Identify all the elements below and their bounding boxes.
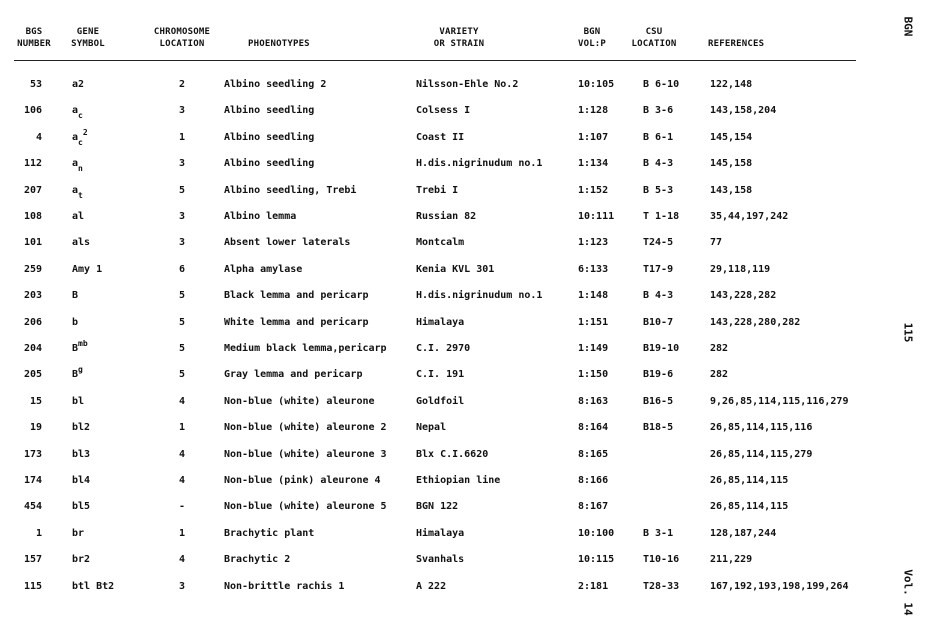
header-gene-symbol xyxy=(66,26,110,50)
references: 26,85,114,115,116 xyxy=(710,422,813,434)
bgn-volume-page: 1:149 xyxy=(578,343,609,354)
phenotype: White lemma and pericarp xyxy=(224,316,369,328)
references: 122,148 xyxy=(710,79,753,90)
table-row xyxy=(0,365,880,394)
gene-symbol xyxy=(72,339,88,356)
phenotype: Albino seedling xyxy=(224,158,315,170)
gene-symbol xyxy=(72,580,114,594)
chromosome-location: - xyxy=(178,501,186,513)
chromosome-location: 5 xyxy=(178,343,186,354)
chromosome-location: 1 xyxy=(178,131,186,143)
phenotype: Black lemma and pericarp xyxy=(224,290,369,302)
header-chromosome-line2: LOCATION xyxy=(159,39,205,49)
bgs-number: 203 xyxy=(23,290,42,302)
csu-location: B 4-3 xyxy=(643,158,674,170)
csu-location: B19-6 xyxy=(643,369,674,381)
table-row xyxy=(0,78,880,104)
header-bgn-line1: BGN xyxy=(583,27,601,37)
bgs-number: 205 xyxy=(23,369,42,381)
phenotype: Medium black lemma,pericarp xyxy=(224,343,387,354)
chromosome-location: 4 xyxy=(178,475,186,486)
references: 143,228,280,282 xyxy=(710,316,801,328)
header-bgn-volp xyxy=(572,26,612,50)
page-number: 115 xyxy=(901,322,915,343)
references: 128,187,244 xyxy=(710,527,777,539)
variety-strain: H.dis.nigrinudum no.1 xyxy=(416,290,543,302)
bgn-volume-page: 2:181 xyxy=(578,580,609,592)
csu-location: B 6-1 xyxy=(643,131,674,143)
gene-symbol xyxy=(72,553,90,567)
csu-location: B 5-3 xyxy=(643,184,674,196)
gene-symbol-base: b xyxy=(72,316,79,328)
header-bgs-number xyxy=(14,26,54,50)
variety-strain: BGN 122 xyxy=(416,501,459,513)
gene-symbol-base: B xyxy=(72,290,79,302)
variety-strain: Himalaya xyxy=(416,527,465,539)
variety-strain: C.I. 191 xyxy=(416,369,465,381)
gene-symbol-subscript: t xyxy=(78,190,83,200)
gene-symbol-superscript: mb xyxy=(78,339,88,348)
gene-symbol-base: al xyxy=(72,211,85,222)
bgn-volume-page: 8:166 xyxy=(578,475,609,486)
bgn-volume-page: 8:163 xyxy=(578,395,609,407)
gene-symbol-base: a xyxy=(72,158,79,170)
references: 143,158,204 xyxy=(710,105,777,117)
variety-strain: Blx C.I.6620 xyxy=(416,448,489,460)
phenotype: Non-brittle rachis 1 xyxy=(224,580,345,592)
csu-location: B 3-1 xyxy=(643,527,674,539)
chromosome-location: 5 xyxy=(178,316,186,328)
phenotype: Albino seedling xyxy=(224,105,315,117)
gene-symbol xyxy=(72,104,83,121)
table-row xyxy=(0,474,880,500)
references: 77 xyxy=(710,237,723,249)
phenotype: Non-blue (white) aleurone 3 xyxy=(224,448,387,460)
phenotype: Non-blue (white) aleurone 5 xyxy=(224,501,387,513)
table-row xyxy=(0,500,880,526)
phenotype: Brachytic plant xyxy=(224,527,315,539)
bgn-volume-page: 1:134 xyxy=(578,158,609,170)
csu-location: T17-9 xyxy=(643,263,674,275)
chromosome-location: 6 xyxy=(178,263,186,275)
references: 282 xyxy=(710,369,729,381)
table-row xyxy=(0,104,880,130)
bgs-number: 157 xyxy=(23,554,42,566)
volume-label: Vol. 14 xyxy=(901,569,915,616)
gene-symbol-base: a2 xyxy=(72,79,85,90)
bgs-number: 101 xyxy=(23,237,42,249)
header-chromosome-location xyxy=(146,26,218,50)
gene-symbol xyxy=(72,184,83,198)
table-row xyxy=(0,339,880,368)
gene-symbol xyxy=(72,448,90,462)
bgs-number: 4 xyxy=(35,131,42,143)
header-chromosome-line1: CHROMOSOME xyxy=(153,27,211,37)
gene-symbol xyxy=(72,289,78,303)
gene-symbol-subscript: c xyxy=(78,137,83,147)
bgs-number: 15 xyxy=(29,395,42,407)
gene-symbol xyxy=(72,365,83,382)
variety-strain: Nilsson-Ehle No.2 xyxy=(416,79,519,90)
variety-strain: Ethiopian line xyxy=(416,475,501,486)
variety-strain: Russian 82 xyxy=(416,211,477,222)
table-row xyxy=(0,580,880,606)
gene-symbol-subscript: c xyxy=(78,111,83,121)
phenotype: Alpha amylase xyxy=(224,263,303,275)
gene-symbol-base: bl2 xyxy=(72,422,91,434)
table-row xyxy=(0,316,880,342)
header-rule xyxy=(14,60,856,61)
table-row xyxy=(0,448,880,474)
references: 9,26,85,114,115,116,279 xyxy=(710,395,849,407)
table-row xyxy=(0,289,880,315)
phenotype: Non-blue (white) aleurone 2 xyxy=(224,422,387,434)
chromosome-location: 5 xyxy=(178,290,186,302)
phenotype: Brachytic 2 xyxy=(224,554,291,566)
gene-symbol-base: bl5 xyxy=(72,501,91,513)
header-phenotypes-text: PHOENOTYPES xyxy=(248,39,310,49)
chromosome-location: 3 xyxy=(178,211,186,222)
table-row xyxy=(0,236,880,262)
gene-symbol-base: a xyxy=(72,105,79,117)
phenotype: Absent lower laterals xyxy=(224,237,351,249)
phenotype: Albino lemma xyxy=(224,211,297,222)
phenotype: Albino seedling 2 xyxy=(224,79,327,90)
bgs-number: 454 xyxy=(23,501,42,513)
header-gene-line2: SYMBOL xyxy=(71,39,105,49)
gene-symbol xyxy=(72,527,84,541)
chromosome-location: 3 xyxy=(178,158,186,170)
table-row xyxy=(0,184,880,210)
gene-symbol xyxy=(72,263,102,277)
variety-strain: Colsess I xyxy=(416,105,471,117)
csu-location: B19-10 xyxy=(643,343,680,354)
bgs-number: 207 xyxy=(23,184,42,196)
header-csu-location xyxy=(626,26,682,50)
bgs-number: 106 xyxy=(23,105,42,117)
variety-strain: Nepal xyxy=(416,422,447,434)
chromosome-location: 4 xyxy=(178,554,186,566)
references: 143,228,282 xyxy=(710,290,777,302)
gene-symbol-superscript: 2 xyxy=(82,127,88,137)
bgn-volume-page: 1:123 xyxy=(578,237,609,249)
variety-strain: Montcalm xyxy=(416,237,465,249)
phenotype: Albino seedling, Trebi xyxy=(224,184,357,196)
header-references xyxy=(708,38,764,50)
bgs-number: 259 xyxy=(23,263,42,275)
references: 145,158 xyxy=(710,158,753,170)
table-row xyxy=(0,157,880,183)
bgn-volume-page: 1:107 xyxy=(578,131,609,143)
bgs-number: 174 xyxy=(23,475,42,486)
gene-symbol xyxy=(72,316,78,330)
gene-symbol-base: a xyxy=(72,184,79,196)
chromosome-location: 5 xyxy=(178,184,186,196)
chromosome-location: 4 xyxy=(178,395,186,407)
bgs-number: 112 xyxy=(23,158,42,170)
variety-strain: C.I. 2970 xyxy=(416,343,471,354)
bgs-number: 1 xyxy=(35,527,42,539)
references: 282 xyxy=(710,343,729,354)
header-variety-line2: OR STRAIN xyxy=(433,39,485,49)
references: 145,154 xyxy=(710,131,753,143)
bgn-volume-page: 10:100 xyxy=(578,527,615,539)
chromosome-location: 2 xyxy=(178,79,186,90)
gene-symbol-base: Amy 1 xyxy=(72,263,103,275)
gene-symbol-base: bl3 xyxy=(72,448,91,460)
references: 26,85,114,115,279 xyxy=(710,448,813,460)
header-variety-strain xyxy=(424,26,494,50)
bgs-number: 204 xyxy=(23,343,42,354)
gene-symbol xyxy=(72,157,83,174)
bgs-number: 19 xyxy=(29,422,42,434)
gene-symbol xyxy=(72,236,90,250)
gene-symbol-base: bl4 xyxy=(72,475,91,486)
csu-location: T 1-18 xyxy=(643,211,680,222)
references: 143,158 xyxy=(710,184,753,196)
bgn-volume-page: 8:164 xyxy=(578,422,609,434)
gene-symbol-base: B xyxy=(72,369,79,381)
references: 167,192,193,198,199,264 xyxy=(710,580,849,592)
variety-strain: H.dis.nigrinudum no.1 xyxy=(416,158,543,170)
bgs-number: 115 xyxy=(23,580,42,592)
csu-location: B18-5 xyxy=(643,422,674,434)
gene-symbol xyxy=(72,421,90,435)
bgn-volume-page: 10:115 xyxy=(578,554,615,566)
table-row xyxy=(0,127,880,157)
bgn-volume-page: 10:105 xyxy=(578,79,615,90)
bgn-volume-page: 8:167 xyxy=(578,501,609,513)
header-bgs-line2: NUMBER xyxy=(17,39,51,49)
bgn-volume-page: 1:151 xyxy=(578,316,609,328)
csu-location: B10-7 xyxy=(643,316,674,328)
table-row xyxy=(0,210,880,236)
header-csu-line1: CSU xyxy=(645,27,663,37)
variety-strain: Himalaya xyxy=(416,316,465,328)
table-row xyxy=(0,553,880,579)
variety-strain: Svanhals xyxy=(416,554,465,566)
bgn-volume-page: 1:128 xyxy=(578,105,609,117)
journal-label: BGN xyxy=(901,16,915,37)
variety-strain: Kenia KVL 301 xyxy=(416,263,495,275)
bgn-volume-page: 1:152 xyxy=(578,184,609,196)
header-bgn-line2: VOL:P xyxy=(577,39,607,49)
bgn-volume-page: 6:133 xyxy=(578,263,609,275)
variety-strain: Goldfoil xyxy=(416,395,465,407)
bgn-volume-page: 1:150 xyxy=(578,369,609,381)
bgs-number: 206 xyxy=(23,316,42,328)
bgs-number: 53 xyxy=(29,79,42,90)
bgn-volume-page: 10:111 xyxy=(578,211,615,222)
variety-strain: Trebi I xyxy=(416,184,459,196)
references: 26,85,114,115 xyxy=(710,501,789,513)
variety-strain: A 222 xyxy=(416,580,447,592)
gene-symbol xyxy=(72,78,84,92)
header-references-text: REFERENCES xyxy=(708,39,765,49)
chromosome-location: 4 xyxy=(178,448,186,460)
phenotype: Non-blue (pink) aleurone 4 xyxy=(224,475,381,486)
csu-location: B 3-6 xyxy=(643,105,674,117)
phenotype: Non-blue (white) aleurone xyxy=(224,395,375,407)
gene-symbol-base: a xyxy=(72,131,79,143)
chromosome-location: 3 xyxy=(178,237,186,249)
csu-location: T10-16 xyxy=(643,554,680,566)
bgn-volume-page: 8:165 xyxy=(578,448,609,460)
references: 211,229 xyxy=(710,554,753,566)
gene-symbol-base: B xyxy=(72,343,79,354)
header-gene-line1: GENE xyxy=(76,27,100,37)
csu-location: T28-33 xyxy=(643,580,680,592)
gene-symbol-base: btl Bt2 xyxy=(72,580,115,592)
table-row xyxy=(0,527,880,553)
header-variety-line1: VARIETY xyxy=(439,27,479,37)
gene-symbol xyxy=(72,395,84,409)
phenotype: Albino seedling xyxy=(224,131,315,143)
gene-symbol xyxy=(72,210,84,224)
table-row xyxy=(0,263,880,289)
variety-strain: Coast II xyxy=(416,131,465,143)
gene-symbol-subscript: n xyxy=(78,164,83,174)
bgs-number: 108 xyxy=(23,211,42,222)
chromosome-location: 3 xyxy=(178,580,186,592)
csu-location: B 4-3 xyxy=(643,290,674,302)
gene-symbol-base: bl xyxy=(72,395,85,407)
bgn-volume-page: 1:148 xyxy=(578,290,609,302)
gene-symbol-base: als xyxy=(72,237,91,249)
bgs-number: 173 xyxy=(23,448,42,460)
gene-symbol xyxy=(72,127,88,147)
gene-symbol-base: br2 xyxy=(72,554,91,566)
gene-symbol xyxy=(72,500,90,514)
phenotype: Gray lemma and pericarp xyxy=(224,369,363,381)
table-row xyxy=(0,395,880,421)
header-bgs-line1: BGS xyxy=(25,27,43,37)
chromosome-location: 5 xyxy=(178,369,186,381)
header-csu-line2: LOCATION xyxy=(631,39,677,49)
chromosome-location: 3 xyxy=(178,105,186,117)
gene-symbol xyxy=(72,474,90,488)
header-phenotypes xyxy=(248,38,310,50)
csu-location: B 6-10 xyxy=(643,79,680,90)
references: 26,85,114,115 xyxy=(710,475,789,486)
chromosome-location: 1 xyxy=(178,422,186,434)
table-row xyxy=(0,421,880,447)
csu-location: B16-5 xyxy=(643,395,674,407)
references: 35,44,197,242 xyxy=(710,211,789,222)
references: 29,118,119 xyxy=(710,263,771,275)
gene-symbol-superscript: g xyxy=(78,365,83,375)
csu-location: T24-5 xyxy=(643,237,674,249)
gene-symbol-base: br xyxy=(72,527,85,539)
chromosome-location: 1 xyxy=(178,527,186,539)
